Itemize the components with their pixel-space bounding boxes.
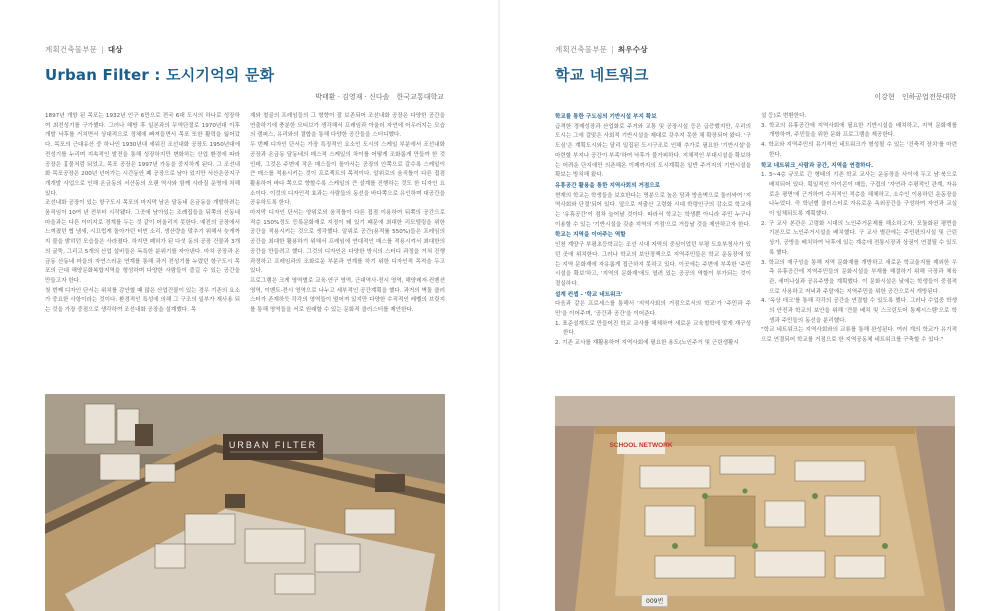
- subheading: 학교는 지역을 이어주는 역할: [555, 232, 626, 239]
- subheading: 유휴공간 활용을 통한 지역사회의 거점으로: [555, 182, 661, 189]
- body-column-2: [761, 112, 957, 384]
- paragraph: 설 등)로 변환한다.: [761, 113, 807, 119]
- list-item: 1. 3~4층 규모로 긴 형태의 기존 학교 교사는 운동장을 사이에 두고 남·북으로 배치되어 있다. 획일적인 아이콘이 매듭, 구겹의 '자연과 수평적인 관계, 자유로운 평면'에 근거하여 수직적인 적층을 해체하고, 소수인 이용하던 운동장을 나누었다. 즉 학년별 클러스터로 자유로운 옥외공간을 구성하여 자연과 교실이 일체되도록 계획했다.: [761, 172, 957, 218]
- list-item: 1. 표준설계도로 만들어진 학교 교사를 해체하여 새로운 교육철학에 맞게 재구성한다.: [555, 320, 751, 337]
- article-title: Urban Filter : 도시기억의 문화: [45, 66, 275, 84]
- award-tag: 최우수상: [617, 45, 648, 54]
- model-photo-school-network: [555, 396, 955, 611]
- paragraph: 급격한 경제성장과 산업화로 주거와 교통 및 공장시설 등은 급증했지만, 우리의 도시는 그에 걸맞은 사회적 기반시설을 제대로 갖추지 못한 채 확장되어 왔다. '구도심'은 계획도시와는 달리 밀집된 도시구조로 인해 추가로 필요한 '기반시설'을 마련할 부지나 공간이 부족'하여 낙후가 불가피하다. 지체적인 부대시설을 확보하는 어려운 단지에만 의존해온 이제까지의 도시계획은 일반 주거지의 기반시설을 확보는 방치해 왔다.: [555, 123, 751, 179]
- paragraph: "학교 네트워크는 지역사회와의 교류를 통해 완성된다. 여러 개의 학교가 유기적으로 연결되어 학교를 거점으로 한 지역공동체 네트워크를 구축할 수 있다.": [761, 327, 957, 344]
- list-item: 4. 학교와 지역주민의 유기적인 네트워크가 형성될 수 있는 '건축적 장치'를 마련한다.: [761, 142, 957, 158]
- paragraph: 재와 철골의 프레임들의 그 형향이 잘 보존되어 조선내화 공장은 다양한 공간을 연출하기에 충분한 모티브가 생각해서 프레임과 아울러 자연에 어우러지는 모습의 캠퍼스, 유리와의 결합을 통해 다양한 공간들을 스터디했다.: [250, 113, 445, 139]
- section-label: 계획건축물부문 | 대상: [45, 45, 123, 54]
- list-item: 4. '옥상 데크'를 통해 각각의 공간을 연결할 수 있도록 했다. 그러나 수업중 학생의 안전과 학교의 보안을 위해 '견물 배치 및 스크린도어 통제시스템'으로 학생과 주민들의 동선을 분리했다.: [761, 298, 957, 324]
- paragraph: 첫 번째 디자인 단서는 위치를 감안할 때 많은 산업건물이 있는 경우 기존의 요소가 중요한 사항이라는 것이다. 환경적인 특성에 의해 그 구조의 일부가 재사용 되는 것을 가장 중점으로 생각하여 조선내화 공장을 설계했다. 목: [45, 287, 240, 314]
- author-names: 박태환 · 김영재 · 신다솔: [315, 93, 390, 101]
- author-school: 인하공업전문대학: [901, 93, 956, 101]
- paragraph: 마지막 디자인 단서는 양위로의 움직틀이 다른 접점 이용하여 뒤쪽의 공간으로 적층 150%정도 등록문화재로 지정이 돼 있기 때문에 최대한 리모델링을 위한 공간을 적용시키는 것으로 생각했다. 알위로 공간(용적률 550%)들은 프레임의 공간을 최대한 활용하기 위해서 프레임에 연대적인 매스를 적용시켜서 최대한의 공간을 만들려고 했다. 그것의 디자인은 다양한 방식의 스터디 과정을 거쳐 진행과정하고 프레임과의 조화로운 부분과 연계를 하기 위한 디자인적 목적을 두고 있다.: [250, 210, 445, 275]
- subheading: 학교 네트워크_사람과 공간, 지역을 연결하다.: [761, 162, 874, 169]
- paragraph: 프로그램은 크게 영역별로 교육·연구 영역, 근대역사·전시 영역, 해양레저·컨벤션 영역, 이벤트·전시 영역으로 나누고 세부적인 공간계획을 했다. 과거의 벽돌 클러스터가 존재하듯 각각의 영역들이 떨어져 있지만 다양한 수직적인 레벨의 브릿지를 통해 영역들을 서로 원래할 수 있는 문화적 클러스터를 제안한다.: [250, 277, 445, 314]
- section-label: 계획건축물부문 | 최우수상: [555, 45, 648, 54]
- article-title: 학교 네트워크: [555, 66, 649, 84]
- model-label: SCHOOL NETWORK: [609, 442, 673, 449]
- paragraph: 인천 계양구 부평초등학교는 조선 시대 지역의 중심이었던 부평 도호부청사가 있던 곳에 위치한다. 그러나 학교의 보안정책으로 지역주민들은 학교 운동장에 있는 지역 문화재에 자유롭게 접근하지 못하고 있다. 이곳에는 주변에 부족한 '주민시설을 확보'하고, '지역의 문화재'에도 열려 있는 공공의 역할이 부가되는 것이 절실하다.: [555, 242, 751, 287]
- section-name: 계획건축물부문: [555, 45, 608, 54]
- paragraph: 현재의 학교는 학생들을 보호한다는 명분으로 높은 담과 방음벽으로 둘러싸여 '지역사회와 단절'되어 있다. 앞으로 저출산 고령화 시대 학령인구의 감소로 학교에는 '유휴공간'이 점차 늘어날 것이다. 따라서 학교는 학생뿐 아니라 주민 누구나 이용할 수 있는 '기반시설을 갖춘 지역의 거점'으로 거듭날 것을 제안하고자 한다.: [555, 192, 751, 228]
- list-item: 3. 학교의 재구성을 통해 지역 문화재를 개방하고 새로운 학교울지를 제외한 우측 유휴공간에 지역주민들의 문화시설을 부재를 해결하기 위해 극장과 체육관, 세미나실과 공유주방을 계획했다. 이 문화시설은 낮에는 학생들이 중점적으로 사용하고 저녁과 주말에는 지역주민을 위한 공간으로서 개방된다.: [761, 259, 957, 295]
- author-names: 이강현: [874, 93, 895, 101]
- award-tag: 대상: [107, 45, 123, 54]
- section-name: 계획건축물부문: [45, 45, 98, 54]
- model-photo-urban-filter: [45, 394, 445, 611]
- paragraph: 1897년 개항 된 목포는 1932년 인구 6만으로 전국 6대 도시의 하나로 성장하여 최전성기를 구가했다. 그러나 해방 후 일본과의 무역단절로 1970년대 이후 개발 낙후를 거치면서 상대적으로 정체에 빠져들면서 목포 또한 활력을 잃어갔다. 목포의 근대유산 중 하나인 1930년대 세워진 조선내화 공장도 1950년대에 전성기를 누리며 지속적인 발전을 통해 성장하지만 변화하는 산업 환경에 따라 공장은 흉물처럼 되었고, 목포 공장은 1997년 가동을 중지하게 된다. 그 조선내화 목포공장은 200년 넌어가는 시간동안 폐 공장으로 남아 있지만 서산은공지구 개개발 사업으로 인해 온금동의 서산동의 오랜 역사와 함께 사라질 운명에 처해있다.: [45, 113, 240, 197]
- authors: [874, 92, 956, 102]
- subheading: 설계 컨셉 - '학교 네트워크': [555, 291, 623, 298]
- list-item: 3. 학교의 유휴공간에 지역사회에 필요한 기반시설을 배치하고, 지역 문화재를 개방하여, 주민들을 위한 문화 프로그램을 제공한다.: [761, 122, 957, 139]
- author-school: 한국교통대학교: [396, 93, 444, 101]
- model-label: URBAN FILTER: [228, 440, 318, 450]
- body-column-2: [250, 112, 445, 340]
- authors: [315, 92, 444, 102]
- paragraph: 두 번째 디자인 단서는 가장 특징적인 요소인 도시의 스케일 부분에서 조선내화 공장과 온금동 달동네의 매스적 스케일의 차이를 어떻게 조화롭게 만들까 한 것인데, 그것은 주변에 작은 매스들이 돌아서는 공장의 안쪽으로 갈수록 스케일이 큰 매스를 적용시키는 것이 프로젝트의 목적이다. 알위로의 움직틀이 다른 접점 활용하여 바다 쪽으로 향할수록 스케일의 큰 설계를 진행하는 것도 한 디자인 요소이다. 이것의 디자인적 효과는 사람들의 동선을 바다쪽으로 유인하며 대공간을 공유하도록 한다.: [250, 142, 445, 207]
- subheading: 학교를 통한 구도심의 기반시설 부지 확보: [555, 114, 657, 120]
- list-item: 2. 구 교사 본관은 고령화 시대의 노인주거문제를 해소하고자, 모듈화된 평면을 기본으로 노인주거시설을 배치했다. 구 교사 별관에는 주민편의시설 및 근린상가, 공방을 배치하여 낙후에 있는 계층에 전통시장과 상권이 연결될 수 있도록 했다.: [761, 220, 957, 256]
- body-column-1: [45, 112, 240, 340]
- model-number-tag: 009번: [641, 594, 668, 607]
- right-page: [500, 0, 1000, 611]
- list-item: 2. 기존 교사를 재활용하여 지역사회에 필요한 용도(노인주거 및 근린생활시: [555, 340, 739, 347]
- body-column-1: [555, 112, 751, 384]
- paragraph: 다음과 같은 프로세스를 통해서 '지역사회의 거점으로서의 학교'가 '주민과 주민'을 이어주며, '공간과 공간'을 이어준다.: [555, 301, 751, 318]
- paragraph: 조선내화 공장이 있는 항구도시 목포의 마지막 남은 달동네 온금동을 개발하려는 움직임이 10여 년 전부터 시작됐다. 그곳에 남아있는 조례집들을 뒤쪽의 산동네 마을과는 다른 이미지로 경계를 두는 것 같이 어울리지 못한다. 예전의 공장에서 느껴졌던 협 냄새, 시끄럽게 돌아가던 터빈 소리, 생산량을 맞추기 위해서 늦게까지 불을 밝히던 모습들은 사라졌다. 하지만 폐허가 된 다섯 동의 공장 건물과 3개의 굴뚝, 그리고 5개의 산업 설비들은 독특한 분위기를 자아낸다. 마치 공장과 온금동 산동네 마을의 자연스러운 연계를 통해 과거 전성기를 누렸던 항구도시 목포의 근대 해양문화복합지역을 형성하며 다양한 사람들이 즐길 수 있는 공간을 만들고자 한다.: [45, 200, 240, 284]
